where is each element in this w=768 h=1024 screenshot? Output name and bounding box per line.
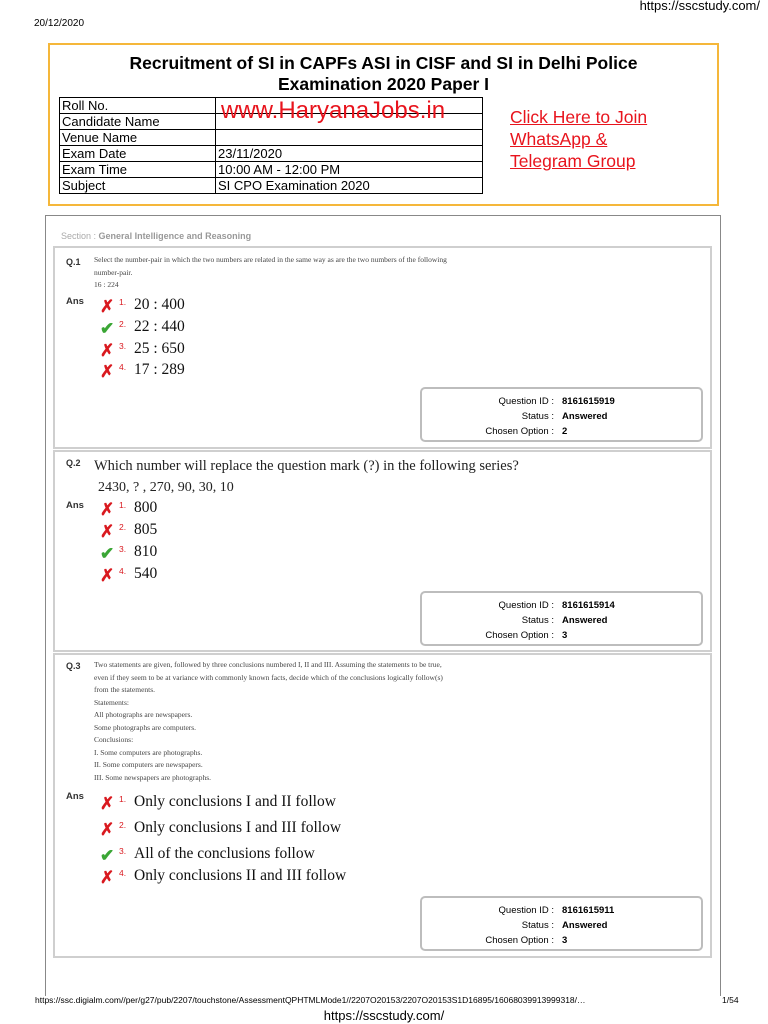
info-label: Venue Name — [60, 130, 216, 146]
option-text: 20 : 400 — [134, 296, 185, 313]
question-text — [94, 254, 447, 292]
option-number: 4. — [119, 362, 127, 372]
question-line: number-pair. — [94, 267, 133, 277]
join-link-line2[interactable]: WhatsApp & — [510, 129, 608, 149]
question-line: Two statements are given, followed by three conclusions numbered I, II and III. Assuming the statements to be true, — [94, 660, 442, 669]
question-line: Some photographs are computers. — [94, 722, 197, 732]
question-number: Q.1 — [66, 257, 81, 267]
print-date: 20/12/2020 — [34, 18, 85, 29]
chosen-option-value: 2 — [562, 426, 568, 437]
option-number: 1. — [119, 297, 127, 307]
option-text: Only conclusions I and II follow — [134, 793, 336, 810]
exam-title-line1: Recruitment of SI in CAPFs ASI in CISF and SI in Delhi Police — [129, 53, 638, 73]
section-label — [61, 231, 251, 241]
question-info-box — [420, 387, 703, 442]
answer-label: Ans — [66, 296, 84, 307]
question-line: from the statements. — [94, 685, 156, 694]
question-line: 16 : 224 — [94, 280, 119, 289]
question-id-value: 8161615911 — [562, 905, 615, 916]
option-number: 1. — [119, 500, 127, 510]
question-line: Select the number-pair in which the two numbers are related in the same way as are the two numbers of the following — [94, 255, 447, 264]
info-label: Exam Time — [60, 162, 216, 178]
question-line: Conclusions: — [94, 735, 134, 744]
cross-icon: ✗ — [100, 522, 115, 541]
question-line: even if they seem to be at variance with commonly known facts, decide which of the conclusions logically follow(s) — [94, 672, 443, 682]
chosen-option-label: Chosen Option : — [485, 426, 554, 437]
info-label: Exam Date — [60, 146, 216, 162]
chosen-option-label: Chosen Option : — [485, 630, 554, 641]
info-row — [60, 130, 483, 146]
info-row — [60, 162, 483, 178]
question-card — [53, 653, 712, 958]
answer-label: Ans — [66, 500, 84, 511]
info-row — [60, 146, 483, 162]
join-group-link[interactable] — [510, 106, 647, 172]
status-value: Answered — [562, 920, 608, 931]
question-info-box — [420, 896, 703, 951]
question-id-label: Question ID : — [498, 396, 554, 407]
status-label: Status : — [521, 411, 554, 422]
cross-icon: ✗ — [100, 362, 115, 381]
option-text: Only conclusions I and III follow — [134, 819, 342, 836]
question-line: 2430, ? , 270, 90, 30, 10 — [98, 480, 234, 495]
option-text: 800 — [134, 499, 158, 516]
option-text: All of the conclusions follow — [134, 845, 315, 862]
question-text — [94, 659, 443, 784]
question-id-label: Question ID : — [498, 600, 554, 611]
info-value: SI CPO Examination 2020 — [216, 178, 483, 194]
info-value — [216, 130, 483, 146]
status-value: Answered — [562, 411, 608, 422]
section-name: General Intelligence and Reasoning — [98, 231, 252, 241]
question-card — [53, 246, 712, 449]
cross-icon: ✗ — [100, 297, 115, 316]
check-icon: ✔ — [100, 544, 115, 563]
cross-icon: ✗ — [100, 500, 115, 519]
option-text: 22 : 440 — [134, 318, 185, 335]
question-line: III. Some newspapers are photographs. — [94, 772, 212, 782]
cross-icon: ✗ — [100, 341, 115, 360]
option-text: 810 — [134, 543, 158, 560]
check-icon: ✔ — [100, 319, 115, 338]
status-label: Status : — [521, 615, 554, 626]
watermark-link[interactable]: www.HaryanaJobs.in — [221, 97, 446, 124]
question-text — [94, 456, 519, 498]
join-link-line3[interactable]: Telegram Group — [510, 151, 636, 171]
check-icon: ✔ — [100, 846, 115, 865]
question-line: II. Some computers are newspapers. — [94, 760, 203, 769]
cross-icon: ✗ — [100, 868, 115, 887]
question-line: All photographs are newspapers. — [94, 710, 193, 719]
option-text: 805 — [134, 521, 158, 538]
section-prefix: Section : — [61, 231, 97, 241]
join-link-line1[interactable]: Click Here to Join — [510, 107, 648, 127]
exam-title — [50, 53, 717, 95]
exam-title-line2: Examination 2020 Paper I — [277, 74, 490, 94]
question-line: Which number will replace the question mark (?) in the following series? — [94, 458, 519, 474]
info-label: Roll No. — [60, 98, 216, 114]
chosen-option-value: 3 — [562, 630, 568, 641]
question-line: Statements: — [94, 697, 129, 707]
answer-label: Ans — [66, 791, 84, 802]
option-number: 1. — [119, 794, 127, 804]
option-number: 3. — [119, 846, 127, 856]
option-number: 4. — [119, 566, 127, 576]
option-text: Only conclusions II and III follow — [134, 867, 347, 884]
cross-icon: ✗ — [100, 820, 115, 839]
info-label: Candidate Name — [60, 114, 216, 130]
info-value: 23/11/2020 — [216, 146, 483, 162]
option-number: 2. — [119, 820, 127, 830]
option-text: 25 : 650 — [134, 340, 185, 357]
cross-icon: ✗ — [100, 794, 115, 813]
option-number: 2. — [119, 522, 127, 532]
exam-header — [48, 43, 719, 206]
chosen-option-value: 3 — [562, 935, 568, 946]
info-value: 10:00 AM - 12:00 PM — [216, 162, 483, 178]
question-number: Q.3 — [66, 661, 81, 671]
status-value: Answered — [562, 615, 608, 626]
option-text: 540 — [134, 565, 158, 582]
status-label: Status : — [521, 920, 554, 931]
page-number: 1/54 — [722, 995, 739, 1005]
site-url-bottom[interactable]: https://sscstudy.com/ — [323, 1008, 445, 1023]
option-number: 2. — [119, 319, 127, 329]
option-number: 3. — [119, 341, 127, 351]
cross-icon: ✗ — [100, 566, 115, 585]
site-url-top[interactable]: https://sscstudy.com/ — [639, 0, 760, 13]
question-info-box — [420, 591, 703, 646]
option-number: 4. — [119, 868, 127, 878]
option-text: 17 : 289 — [134, 361, 185, 378]
chosen-option-label: Chosen Option : — [485, 935, 554, 946]
question-number: Q.2 — [66, 458, 81, 468]
question-id-value: 8161615914 — [562, 600, 615, 611]
footer-url[interactable]: https://ssc.digialm.com//per/g27/pub/2207/touchstone/AssessmentQPHTMLMode1//2207O20153/2207O20153S1D16895/16068039913999318/… — [35, 995, 586, 1005]
info-label: Subject — [60, 178, 216, 194]
option-number: 3. — [119, 544, 127, 554]
question-line: I. Some computers are photographs. — [94, 747, 203, 757]
info-row — [60, 178, 483, 194]
question-id-value: 8161615919 — [562, 396, 615, 407]
question-card — [53, 450, 712, 652]
question-id-label: Question ID : — [498, 905, 554, 916]
